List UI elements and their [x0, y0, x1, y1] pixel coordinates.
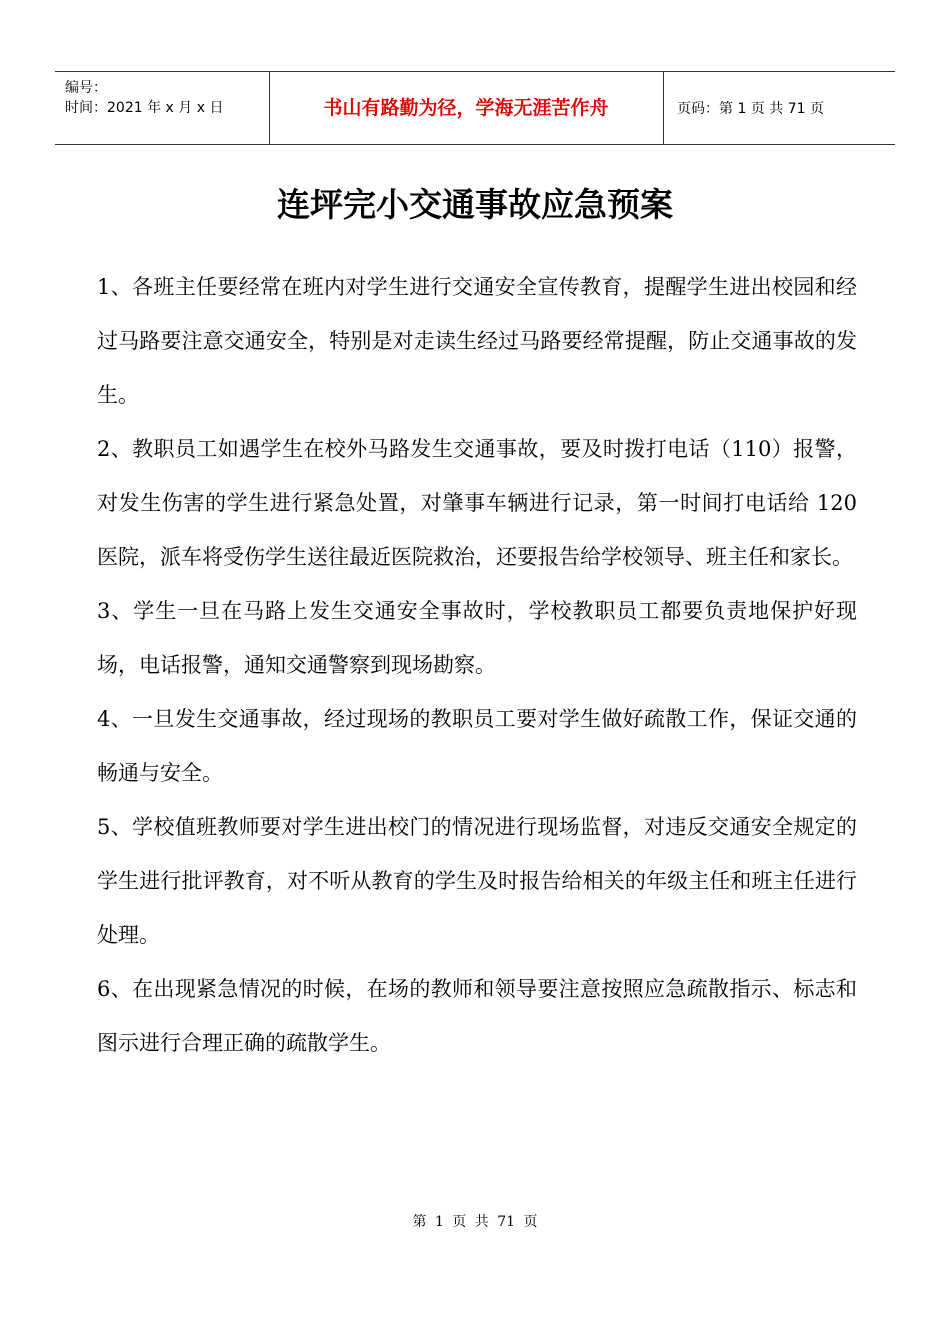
document-body [97, 260, 857, 1070]
paragraph: 6、在出现紧急情况的时候，在场的教师和领导要注意按照应急疏散指示、标志和图示进行合理正确的疏散学生。 [97, 977, 857, 1055]
document-title: 连坪完小交通事故应急预案 [277, 185, 673, 224]
paragraph: 4、一旦发生交通事故，经过现场的教职员工要对学生做好疏散工作，保证交通的畅通与安全。 [97, 707, 857, 785]
paragraph: 5、学校值班教师要对学生进出校门的情况进行现场监督，对违反交通安全规定的学生进行批评教育，对不听从教育的学生及时报告给相关的年级主任和班主任进行处理。 [97, 815, 857, 947]
header-divider [663, 72, 664, 144]
header-meta [65, 78, 223, 118]
document-number-label: 编号： [65, 80, 107, 96]
header-motto: 书山有路勤为径，学海无涯苦作舟 [323, 97, 609, 119]
paragraph: 1、各班主任要经常在班内对学生进行交通安全宣传教育，提醒学生进出校园和经过马路要注意交通安全，特别是对走读生经过马路要经常提醒，防止交通事故的发生。 [97, 275, 857, 407]
paragraph: 2、教职员工如遇学生在校外马路发生交通事故，要及时拨打电话（110）报警，对发生伤害的学生进行紧急处置，对肇事车辆进行记录，第一时间打电话给 120 医院，派车将受伤学生送往最近医院救治，还要报告给学校领导、班主任和家长。 [97, 437, 857, 569]
header-page-info: 页码：第 1 页 共 71 页 [677, 101, 824, 117]
page-footer: 第 1 页 共 71 页 [412, 1214, 538, 1230]
page-header [55, 71, 895, 145]
document-time: 时间：2021 年 x 月 x 日 [65, 100, 224, 116]
paragraph: 3、学生一旦在马路上发生交通安全事故时，学校教职员工都要负责地保护好现场，电话报警，通知交通警察到现场勘察。 [97, 599, 857, 677]
